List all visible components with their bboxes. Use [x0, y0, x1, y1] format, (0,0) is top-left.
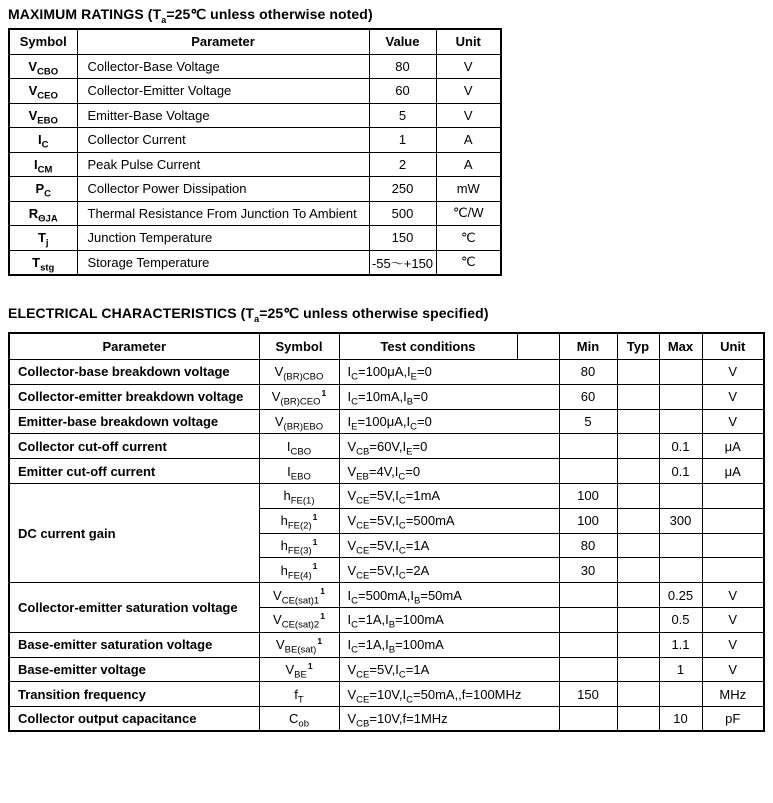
parameter-cell: Storage Temperature	[77, 250, 369, 275]
max-cell: 10	[659, 707, 702, 732]
unit-cell: V	[436, 79, 501, 104]
typ-cell	[617, 533, 659, 558]
conditions-cell: $V_{CE}=5V,I_C=1A$	[339, 657, 559, 682]
electrical-header-row	[9, 333, 764, 360]
header-cell: Parameter	[77, 29, 369, 54]
table-row	[9, 54, 501, 79]
min-cell	[559, 607, 617, 632]
value-cell: 500	[369, 201, 436, 226]
header-cell: Max	[659, 333, 702, 360]
symbol-cell: $h_{FE(1)}$	[259, 483, 339, 508]
symbol-cell: $P_C$	[9, 177, 77, 202]
min-cell: 150	[559, 682, 617, 707]
unit-cell	[702, 533, 764, 558]
conditions-cell: $I_C=10mA,I_B=0$	[339, 384, 559, 409]
unit-cell: V	[702, 607, 764, 632]
header-cell: Unit	[436, 29, 501, 54]
header-cell: Unit	[702, 333, 764, 360]
min-cell: 100	[559, 483, 617, 508]
max-cell	[659, 384, 702, 409]
min-cell: 80	[559, 360, 617, 385]
symbol-cell: $I_{CM}$	[9, 152, 77, 177]
header-cell: Typ	[617, 333, 659, 360]
typ-cell	[617, 508, 659, 533]
max-cell: 0.1	[659, 459, 702, 484]
conditions-cell: $V_{CE}=5V,I_C=500mA$	[339, 508, 559, 533]
table-row	[9, 384, 764, 409]
max-cell: 1.1	[659, 632, 702, 657]
unit-cell: V	[436, 103, 501, 128]
symbol-cell: $T_j$	[9, 226, 77, 251]
symbol-cell: $V_{CE(sat)2}^1$	[259, 607, 339, 632]
table-row	[9, 583, 764, 608]
max-cell: 300	[659, 508, 702, 533]
symbol-cell: $V_{BE}^1$	[259, 657, 339, 682]
table-row	[9, 682, 764, 707]
table-row	[9, 707, 764, 732]
symbol-cell: $V_{CEO}$	[9, 79, 77, 104]
parameter-cell: Junction Temperature	[77, 226, 369, 251]
parameter-cell: Peak Pulse Current	[77, 152, 369, 177]
typ-cell	[617, 632, 659, 657]
value-cell: 5	[369, 103, 436, 128]
conditions-cell: $I_C=1A,I_B=100mA$	[339, 632, 559, 657]
min-cell: 5	[559, 409, 617, 434]
typ-cell	[617, 360, 659, 385]
parameter-cell: DC current gain	[9, 483, 259, 582]
unit-cell: V	[702, 657, 764, 682]
parameter-cell: Emitter cut-off current	[9, 459, 259, 484]
electrical-body	[9, 360, 764, 732]
max-cell: 0.25	[659, 583, 702, 608]
parameter-cell: Collector-emitter breakdown voltage	[9, 384, 259, 409]
typ-cell	[617, 583, 659, 608]
unit-cell: MHz	[702, 682, 764, 707]
typ-cell	[617, 434, 659, 459]
conditions-cell: $V_{CE}=5V,I_C=2A$	[339, 558, 559, 583]
parameter-cell: Transition frequency	[9, 682, 259, 707]
header-cell: Value	[369, 29, 436, 54]
unit-cell: V	[702, 360, 764, 385]
typ-cell	[617, 384, 659, 409]
symbol-cell: $I_C$	[9, 128, 77, 153]
symbol-cell: $h_{FE(4)}^1$	[259, 558, 339, 583]
max-cell: 0.5	[659, 607, 702, 632]
conditions-cell: $V_{CB}=10V,f=1MHz$	[339, 707, 559, 732]
unit-cell: mW	[436, 177, 501, 202]
conditions-cell: $I_E=100\mu A,I_C=0$	[339, 409, 559, 434]
electrical-table	[8, 332, 765, 733]
electrical-title: ELECTRICAL CHARACTERISTICS ($T_a=25℃$ unless otherwise specified)	[8, 304, 489, 324]
max-cell	[659, 558, 702, 583]
table-row	[9, 483, 764, 508]
table-row	[9, 459, 764, 484]
header-cell: Symbol	[9, 29, 77, 54]
conditions-cell: $V_{CE}=5V,I_C=1mA$	[339, 483, 559, 508]
table-row	[9, 152, 501, 177]
parameter-cell: Collector-emitter saturation voltage	[9, 583, 259, 633]
parameter-cell: Collector output capacitance	[9, 707, 259, 732]
unit-cell	[702, 483, 764, 508]
min-cell	[559, 707, 617, 732]
typ-cell	[617, 657, 659, 682]
value-cell: -55～+150	[369, 250, 436, 275]
min-cell: 100	[559, 508, 617, 533]
max-ratings-body	[9, 54, 501, 275]
header-cell: Symbol	[259, 333, 339, 360]
conditions-cell: $V_{EB}=4V,I_C=0$	[339, 459, 559, 484]
min-cell	[559, 632, 617, 657]
conditions-cell: $I_C=500mA,I_B=50mA$	[339, 583, 559, 608]
table-row	[9, 250, 501, 275]
parameter-cell: Collector Current	[77, 128, 369, 153]
conditions-cell: $V_{CE}=5V,I_C=1A$	[339, 533, 559, 558]
symbol-cell: $V_{(BR)EBO}$	[259, 409, 339, 434]
max-ratings-table	[8, 28, 502, 276]
value-cell: 150	[369, 226, 436, 251]
table-row	[9, 409, 764, 434]
conditions-cell: $I_C=1A,I_B=100mA$	[339, 607, 559, 632]
max-ratings-header-row	[9, 29, 501, 54]
parameter-cell: Collector cut-off current	[9, 434, 259, 459]
conditions-cell: $V_{CB}=60V,I_E=0$	[339, 434, 559, 459]
unit-cell: μA	[702, 459, 764, 484]
min-cell	[559, 657, 617, 682]
value-cell: 2	[369, 152, 436, 177]
symbol-cell: $I_{EBO}$	[259, 459, 339, 484]
parameter-cell: Collector-Base Voltage	[77, 54, 369, 79]
parameter-cell: Emitter-base breakdown voltage	[9, 409, 259, 434]
symbol-cell: $T_{stg}$	[9, 250, 77, 275]
unit-cell	[702, 508, 764, 533]
max-cell: 0.1	[659, 434, 702, 459]
value-cell: 250	[369, 177, 436, 202]
symbol-cell: $V_{BE(sat)}^1$	[259, 632, 339, 657]
table-row	[9, 360, 764, 385]
symbol-cell: $h_{FE(3)}^1$	[259, 533, 339, 558]
typ-cell	[617, 707, 659, 732]
symbol-cell: $I_{CBO}$	[259, 434, 339, 459]
table-row	[9, 434, 764, 459]
typ-cell	[617, 558, 659, 583]
unit-cell: V	[702, 583, 764, 608]
table-row	[9, 226, 501, 251]
typ-cell	[617, 483, 659, 508]
value-cell: 60	[369, 79, 436, 104]
conditions-cell: $V_{CE}=10V,I_C=50mA,,f=100MHz$	[339, 682, 559, 707]
symbol-cell: $V_{CBO}$	[9, 54, 77, 79]
value-cell: 1	[369, 128, 436, 153]
header-cell: Parameter	[9, 333, 259, 360]
unit-cell: ℃	[436, 250, 501, 275]
unit-cell: V	[702, 384, 764, 409]
symbol-cell: $R_{\Theta JA}$	[9, 201, 77, 226]
parameter-cell: Base-emitter voltage	[9, 657, 259, 682]
min-cell	[559, 459, 617, 484]
symbol-cell: $h_{FE(2)}^1$	[259, 508, 339, 533]
parameter-cell: Thermal Resistance From Junction To Ambient	[77, 201, 369, 226]
max-cell	[659, 533, 702, 558]
table-row	[9, 177, 501, 202]
symbol-cell: $C_{ob}$	[259, 707, 339, 732]
typ-cell	[617, 459, 659, 484]
unit-cell: V	[702, 409, 764, 434]
table-row	[9, 79, 501, 104]
symbol-cell: $V_{(BR)CEO}^1$	[259, 384, 339, 409]
typ-cell	[617, 409, 659, 434]
max-cell	[659, 483, 702, 508]
symbol-cell: $V_{CE(sat)1}^1$	[259, 583, 339, 608]
symbol-cell: $f_T$	[259, 682, 339, 707]
conditions-cell: $I_C=100\mu A,I_E=0$	[339, 360, 559, 385]
unit-cell: A	[436, 152, 501, 177]
unit-cell: pF	[702, 707, 764, 732]
typ-cell	[617, 607, 659, 632]
parameter-cell: Collector-Emitter Voltage	[77, 79, 369, 104]
table-row	[9, 201, 501, 226]
table-row	[9, 128, 501, 153]
header-spacer-cell	[517, 333, 559, 360]
table-row	[9, 657, 764, 682]
header-cell: Test conditions	[339, 333, 517, 360]
unit-cell	[702, 558, 764, 583]
symbol-cell: $V_{(BR)CBO}$	[259, 360, 339, 385]
min-cell: 60	[559, 384, 617, 409]
min-cell	[559, 583, 617, 608]
parameter-cell: Emitter-Base Voltage	[77, 103, 369, 128]
table-row	[9, 632, 764, 657]
max-ratings-title: MAXIMUM RATINGS ($T_a=25℃$ unless otherwise noted)	[8, 6, 373, 25]
unit-cell: ℃/W	[436, 201, 501, 226]
parameter-cell: Base-emitter saturation voltage	[9, 632, 259, 657]
value-cell: 80	[369, 54, 436, 79]
unit-cell: V	[436, 54, 501, 79]
max-cell	[659, 409, 702, 434]
max-cell	[659, 360, 702, 385]
max-cell	[659, 682, 702, 707]
header-cell: Min	[559, 333, 617, 360]
table-row	[9, 103, 501, 128]
parameter-cell: Collector Power Dissipation	[77, 177, 369, 202]
typ-cell	[617, 682, 659, 707]
max-cell: 1	[659, 657, 702, 682]
min-cell: 30	[559, 558, 617, 583]
unit-cell: ℃	[436, 226, 501, 251]
unit-cell: μA	[702, 434, 764, 459]
parameter-cell: Collector-base breakdown voltage	[9, 360, 259, 385]
unit-cell: V	[702, 632, 764, 657]
min-cell: 80	[559, 533, 617, 558]
min-cell	[559, 434, 617, 459]
unit-cell: A	[436, 128, 501, 153]
symbol-cell: $V_{EBO}$	[9, 103, 77, 128]
